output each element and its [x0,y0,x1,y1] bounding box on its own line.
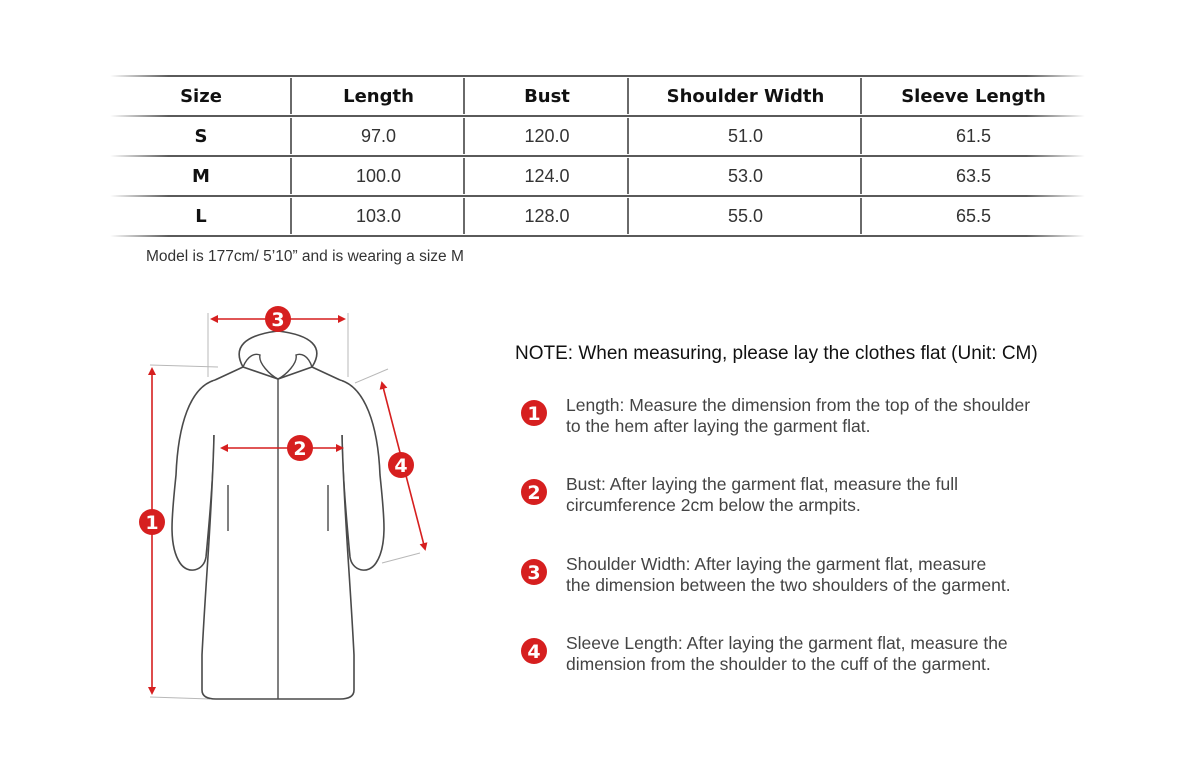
bust-cell: 128.0 [465,196,629,236]
measurement-line: circumference 2cm below the armpits. [566,495,861,515]
measurement-line: Shoulder Width: After laying the garment flat, measure [566,554,987,574]
svg-text:1: 1 [527,403,541,425]
size-cell: M [110,156,292,196]
number-2-icon [520,478,548,506]
measurement-line: the dimension between the two shoulders of the garment. [566,575,1011,595]
header-sleeve-length: Sleeve Length [901,85,1046,107]
table-row [110,116,1085,156]
diagram-label-2 [287,435,313,461]
measurement-item-shoulder-width [520,554,1100,606]
measurement-line: Sleeve Length: After laying the garment flat, measure the [566,633,1008,653]
length-cell: 97.0 [292,116,465,156]
bust-cell: 120.0 [465,116,629,156]
measurement-line: Bust: After laying the garment flat, measure the full [566,474,959,494]
diagram-label-3 [265,306,291,332]
header-shoulder-width: Shoulder Width [629,76,862,116]
table-row [110,196,1085,236]
svg-text:4: 4 [527,641,541,663]
diagram-label-1 [139,509,165,535]
svg-text:2: 2 [293,438,307,460]
table-row [110,156,1085,196]
svg-text:3: 3 [271,309,285,331]
number-3-icon [520,558,548,586]
measurement-line: dimension from the shoulder to the cuff of the garment. [566,654,991,674]
svg-text:1: 1 [145,512,159,534]
length-cell: 103.0 [292,196,465,236]
header-length: Length [292,76,465,116]
sleeve-length-cell: 61.5 [955,125,992,146]
size-cell: S [110,116,292,156]
measurement-item-bust [520,474,1100,526]
shoulder-width-cell: 53.0 [629,156,862,196]
shoulder-width-cell: 55.0 [629,196,862,236]
length-cell: 100.0 [292,156,465,196]
note-title: NOTE: When measuring, please lay the clothes flat (Unit: CM) [515,343,1038,364]
sleeve-length-cell: 63.5 [955,165,992,186]
svg-text:3: 3 [527,562,541,584]
measurement-line: Length: Measure the dimension from the top of the shoulder [566,395,1031,415]
svg-text:4: 4 [394,455,408,477]
coat-diagram [120,295,460,715]
measurement-item-sleeve-length [520,633,1100,685]
svg-text:2: 2 [527,482,541,504]
measurement-text [566,395,1106,437]
size-cell: L [110,196,292,236]
number-4-icon [520,637,548,665]
shoulder-width-cell: 51.0 [629,116,862,156]
measurement-text [566,554,1106,596]
diagram-label-4 [388,452,414,478]
measurement-text [566,474,1106,516]
size-table [110,76,1085,236]
measurement-text [566,633,1106,675]
model-note: Model is 177cm/ 5’10” and is wearing a size M [146,248,464,265]
sleeve-length-cell: 65.5 [955,205,992,226]
bust-cell: 124.0 [465,156,629,196]
measurement-line: to the hem after laying the garment flat. [566,416,871,436]
table-header-row [110,76,1085,116]
number-1-icon [520,399,548,427]
header-bust: Bust [465,76,629,116]
header-size: Size [110,76,292,116]
measurement-item-length [520,395,1100,447]
